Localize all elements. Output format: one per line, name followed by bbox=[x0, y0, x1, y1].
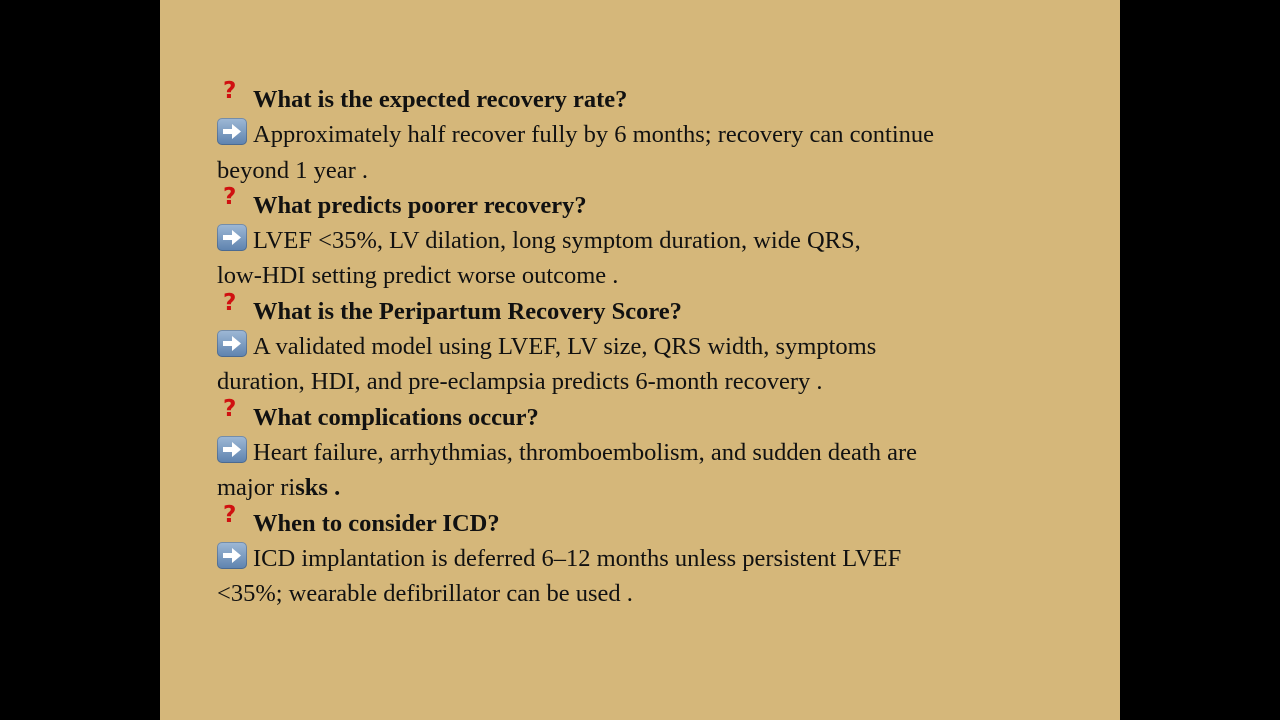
slide bbox=[160, 0, 1120, 720]
answer-line bbox=[217, 541, 1047, 576]
answer-continuation: <35%; wearable defibrillator can be used . bbox=[217, 580, 633, 608]
answer-text: Heart failure, arrhythmias, thromboembolism, and sudden death are bbox=[253, 438, 918, 466]
right-arrow-icon bbox=[217, 330, 247, 357]
question-text: What is the expected recovery rate? bbox=[253, 86, 628, 113]
answer-line bbox=[217, 435, 1047, 470]
question-text: What complications occur? bbox=[253, 403, 539, 431]
right-arrow-icon bbox=[217, 118, 247, 145]
question-mark-icon: ? bbox=[223, 78, 237, 104]
answer-continuation: duration, HDI, and pre-eclampsia predicts 6-month recovery . bbox=[217, 368, 823, 396]
question-mark-icon: ? bbox=[223, 289, 237, 316]
answer-line bbox=[217, 117, 1047, 152]
right-arrow-icon bbox=[217, 436, 247, 463]
question-line bbox=[217, 78, 1047, 117]
question-line bbox=[217, 289, 1047, 329]
question-mark-icon: ? bbox=[223, 395, 237, 422]
answer-text: ICD implantation is deferred 6–12 months unless persistent LVEF bbox=[253, 544, 902, 572]
right-arrow-icon bbox=[217, 224, 247, 251]
answer-continuation bbox=[217, 470, 1047, 505]
answer-continuation: beyond 1 year . bbox=[217, 156, 369, 184]
answer-continuation-plain: major ri bbox=[217, 474, 296, 502]
question-text: What predicts poorer recovery? bbox=[253, 191, 587, 219]
question-mark-icon: ? bbox=[223, 501, 237, 528]
answer-text: LVEF <35%, LV dilation, long symptom duration, wide QRS, bbox=[253, 227, 861, 255]
answer-line bbox=[217, 329, 1047, 364]
answer-continuation: low-HDI setting predict worse outcome . bbox=[217, 262, 619, 290]
question-line bbox=[217, 395, 1047, 435]
right-arrow-icon bbox=[217, 542, 247, 569]
question-text: When to consider ICD? bbox=[253, 509, 500, 537]
faq-list bbox=[217, 78, 1047, 611]
question-line bbox=[217, 501, 1047, 541]
answer-continuation-bold: sks . bbox=[295, 474, 341, 502]
question-line bbox=[217, 183, 1047, 223]
answer-text: Approximately half recover fully by 6 months; recovery can continue bbox=[253, 121, 935, 149]
question-mark-icon: ? bbox=[223, 183, 237, 210]
answer-text: A validated model using LVEF, LV size, QRS width, symptoms bbox=[253, 333, 877, 361]
answer-line bbox=[217, 223, 1047, 258]
question-text: What is the Peripartum Recovery Score? bbox=[253, 297, 682, 325]
